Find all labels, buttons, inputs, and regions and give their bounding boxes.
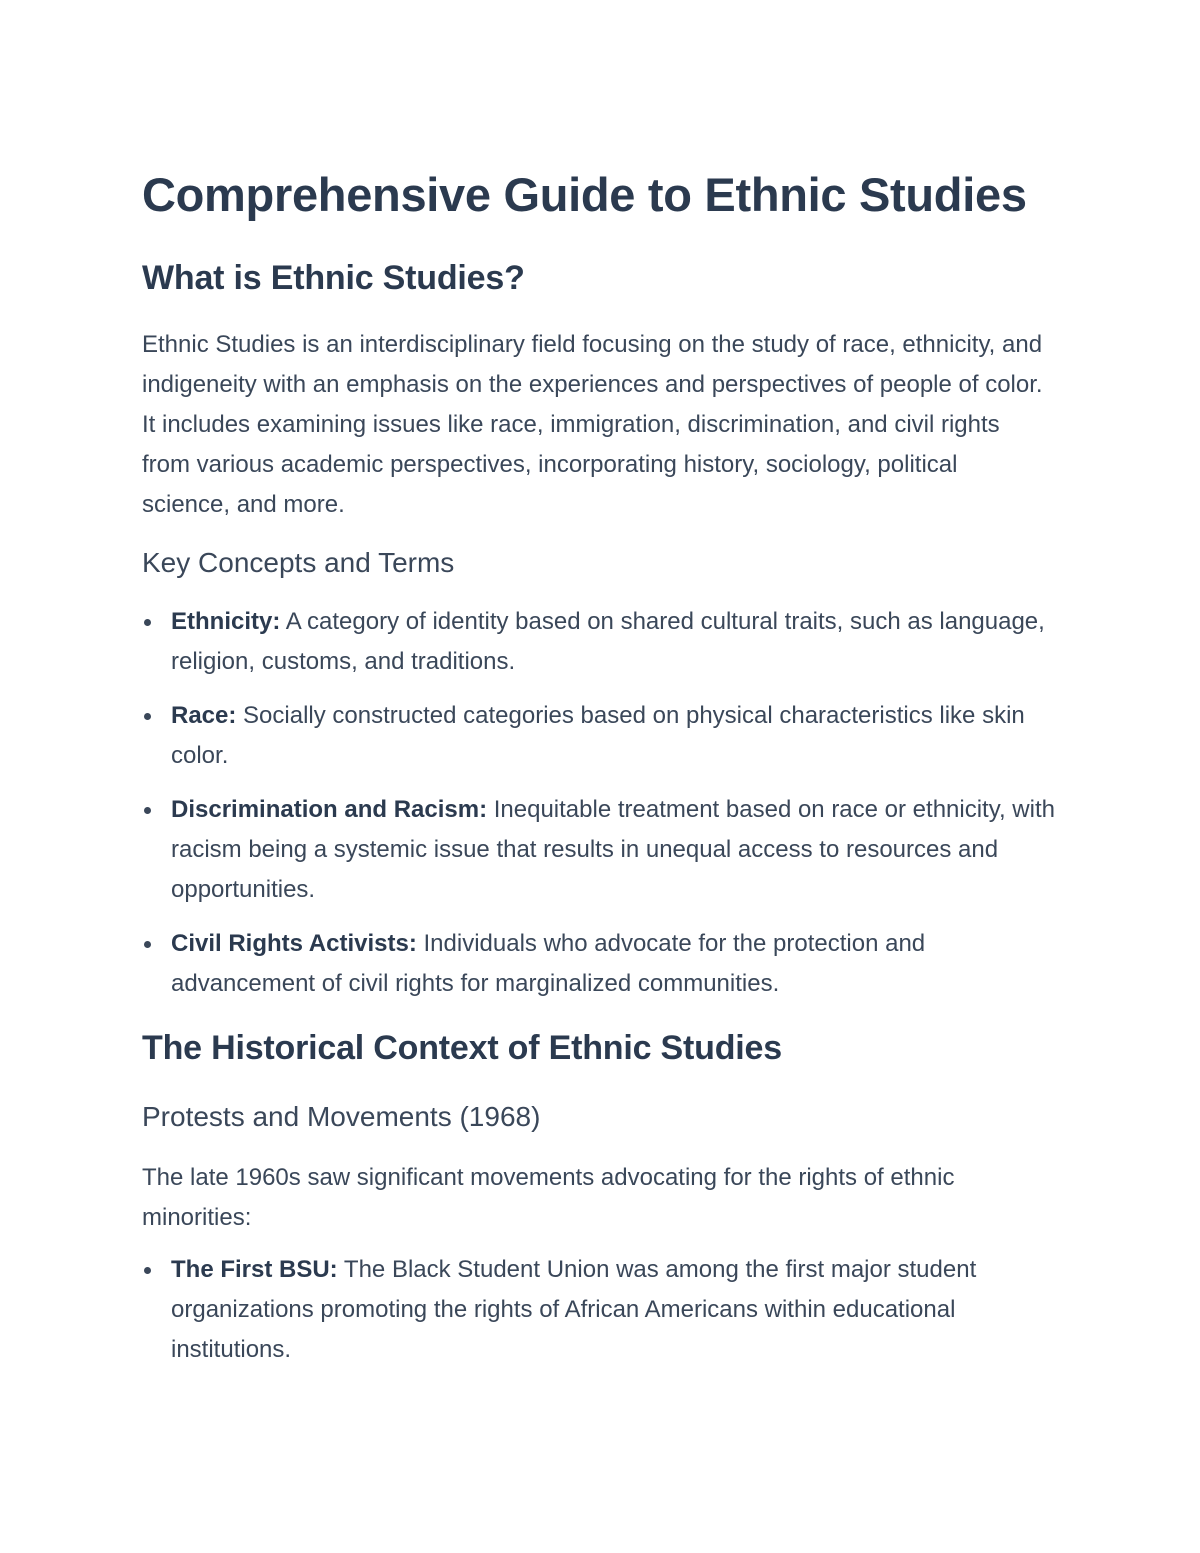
- movements-paragraph: The late 1960s saw significant movements advocating for the rights of ethnic minorities:: [142, 1164, 955, 1231]
- list-item: [142, 696, 1062, 776]
- subheading-key-concepts: Key Concepts and Terms: [142, 547, 455, 578]
- list-item: [142, 1250, 1062, 1370]
- term-label: Race:: [171, 702, 237, 729]
- section-heading-what-is: What is Ethnic Studies?: [142, 259, 525, 297]
- term-definition: Individuals who advocate for the protection and advancement of civil rights for marginalized communities.: [171, 930, 926, 997]
- term-label: Discrimination and Racism:: [171, 796, 488, 823]
- list-item: [142, 602, 1062, 682]
- term-definition: Socially constructed categories based on physical characteristics like skin color.: [171, 702, 1025, 769]
- term-definition: The Black Student Union was among the first major student organizations promoting the rights of African Americans within educational institutions.: [171, 1256, 977, 1363]
- term-definition: Inequitable treatment based on race or ethnicity, with racism being a systemic issue that results in unequal access to resources and opportunities.: [171, 796, 1055, 903]
- term-definition: A category of identity based on shared cultural traits, such as language, religion, customs, and traditions.: [171, 608, 1045, 675]
- term-label: Ethnicity:: [171, 608, 281, 635]
- term-label: Civil Rights Activists:: [171, 930, 417, 957]
- movements-list: [142, 1250, 1062, 1384]
- document-title: Comprehensive Guide to Ethnic Studies: [142, 168, 1027, 221]
- list-item: [142, 924, 1062, 1004]
- subheading-protests-movements: Protests and Movements (1968): [142, 1101, 541, 1132]
- term-label: The First BSU:: [171, 1256, 338, 1283]
- list-item: [142, 790, 1062, 910]
- section-heading-historical-context: The Historical Context of Ethnic Studies: [142, 1029, 782, 1067]
- key-concepts-list: [142, 602, 1062, 1018]
- intro-paragraph: Ethnic Studies is an interdisciplinary field focusing on the study of race, ethnicity, and indigeneity with an emphasis on the experiences and perspectives of people of color. It includes examining issues like race, immigration, discrimination, and civil rights from various academic perspectives, incorporating history, sociology, political science, and more.: [142, 331, 1043, 518]
